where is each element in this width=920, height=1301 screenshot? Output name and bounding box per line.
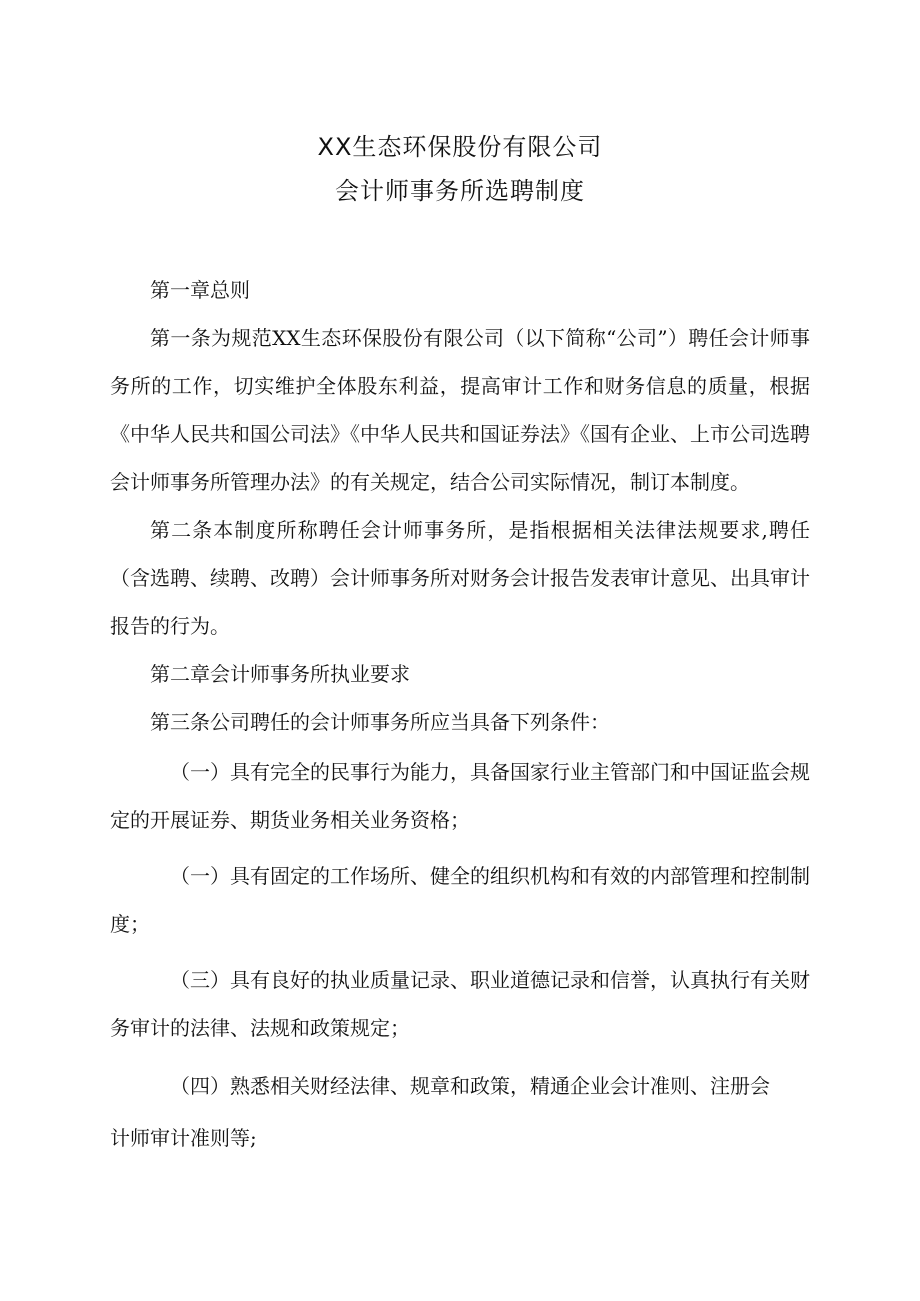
article-1-paragraph: 第一条为规范XX生态环保股份有限公司（以下简称“公司”）聘任会计师事务所的工作，切实维护全体股东利益，提高审计工作和财务信息的质量，根据《中华人民共和国公司法》《中华人民共和国证券法》《国有企业、上市公司选聘会计师事务所管理办法》的有关规定，结合公司实际情况，制订本制度。	[110, 326, 810, 494]
condition-item-3: （三）具有良好的执业质量记录、职业道德记录和信誉，认真执行有关财务审计的法律、法规和政策规定；	[110, 968, 810, 1040]
chapter-2-heading: 第二章会计师事务所执业要求	[150, 662, 410, 686]
condition-item-4-line-1: （四）熟悉相关财经法律、规章和政策，精通企业会计准则、注册会	[170, 1074, 770, 1098]
article-2-paragraph: 第二条本制度所称聘任会计师事务所，是指根据相关法律法规要求,聘任（含选聘、续聘、改聘）会计师事务所对财务会计报告发表审计意见、出具审计报告的行为。	[110, 518, 810, 638]
document-title-policy: 会计师事务所选聘制度	[335, 177, 585, 205]
condition-item-2: （一）具有固定的工作场所、健全的组织机构和有效的内部管理和控制制度；	[110, 864, 810, 936]
condition-item-4-line-2: 计师审计准则等;	[110, 1126, 257, 1150]
article-3-paragraph: 第三条公司聘任的会计师事务所应当具备下列条件：	[150, 710, 610, 734]
condition-item-1: （一）具有完全的民事行为能力，具备国家行业主管部门和中国证监会规定的开展证券、期货业务相关业务资格；	[110, 760, 810, 832]
chapter-1-heading: 第一章总则	[150, 278, 250, 302]
document-title-company: XX生态环保股份有限公司	[317, 133, 603, 161]
